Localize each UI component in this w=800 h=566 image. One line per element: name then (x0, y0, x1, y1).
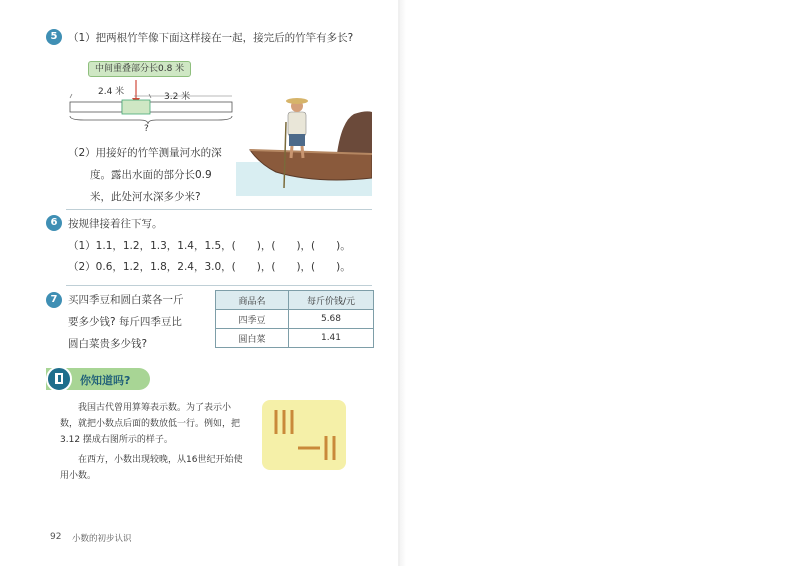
price-table-header: 商品名 (216, 291, 289, 310)
unknown-total-label: ? (144, 124, 149, 134)
counting-rods-3-12 (262, 400, 346, 470)
counting-rod-figure (262, 400, 346, 470)
boatman-illustration (236, 92, 372, 196)
q2-line: （2）用接好的竹竿测量河水的深 (68, 147, 222, 159)
price-table (215, 290, 374, 348)
q2-line: 米，此处河水深多少米? (90, 191, 201, 203)
problem-5-question-1: （1）把两根竹竿像下面这样接在一起，接完后的竹竿有多长? (68, 32, 354, 44)
bamboo-pole-diagram (64, 80, 244, 138)
price-table-cell: 圆白菜 (216, 329, 289, 348)
price-table-header: 每斤价钱/元 (289, 291, 374, 310)
problem-7-question (68, 289, 184, 355)
price-table-cell: 5.68 (289, 310, 374, 329)
problem-6-line-2: （2）0.6，1.2，1.8，2.4，3.0，( )，( )，( )。 (68, 261, 351, 273)
man-leg-right (302, 146, 303, 158)
problem-7-line: 买四季豆和圆白菜各一斤 (68, 294, 184, 306)
page-number: 92 (50, 532, 62, 542)
chapter-title: 小数的初步认识 (72, 534, 132, 544)
book-icon (46, 366, 72, 392)
problem-6-line-1: （1）1.1，1.2，1.3，1.4，1.5，( )，( )，( )。 (68, 240, 351, 252)
did-you-know-title: 你知道吗? (80, 374, 131, 387)
problem-5-question-2 (68, 142, 222, 208)
problem-6-number: 6 (46, 215, 62, 231)
left-length-label: 2.4 米 (98, 87, 125, 97)
overlap-tag: 中间重叠部分长0.8 米 (88, 61, 191, 77)
total-length-brace (70, 116, 232, 124)
section-divider (66, 209, 372, 210)
problem-6-intro: 按规律接着往下写。 (68, 218, 163, 230)
section-divider (66, 285, 372, 286)
did-you-know-line: 在西方，小数出现较晚，从16世纪开始使 (78, 455, 243, 465)
did-you-know-line: 我国古代曾用算筹表示数。为了表示小 (78, 403, 232, 413)
did-you-know-line: 数，就把小数点后面的数放低一行。例如，把 (60, 419, 241, 429)
did-you-know-text (60, 400, 256, 484)
page-spine-shadow (400, 0, 406, 566)
q2-line: 度。露出水面的部分长0.9 (90, 169, 212, 181)
problem-7-number: 7 (46, 292, 62, 308)
did-you-know-line: 3.12 摆成右图所示的样子。 (60, 435, 173, 445)
man-hat (286, 98, 308, 104)
price-table-cell: 四季豆 (216, 310, 289, 329)
price-table-cell: 1.41 (289, 329, 374, 348)
problem-5-number: 5 (46, 29, 62, 45)
right-length-label: 3.2 米 (164, 92, 191, 102)
man-leg-left (291, 146, 292, 158)
problem-7-line: 要多少钱? 每斤四季豆比 (68, 316, 182, 328)
problem-7-line: 圆白菜贵多少钱? (68, 338, 148, 350)
man-shirt (288, 112, 306, 136)
man-shorts (289, 134, 305, 146)
overlap-box (122, 100, 150, 114)
did-you-know-line: 用小数。 (60, 471, 97, 481)
left-length-tick (70, 94, 72, 98)
